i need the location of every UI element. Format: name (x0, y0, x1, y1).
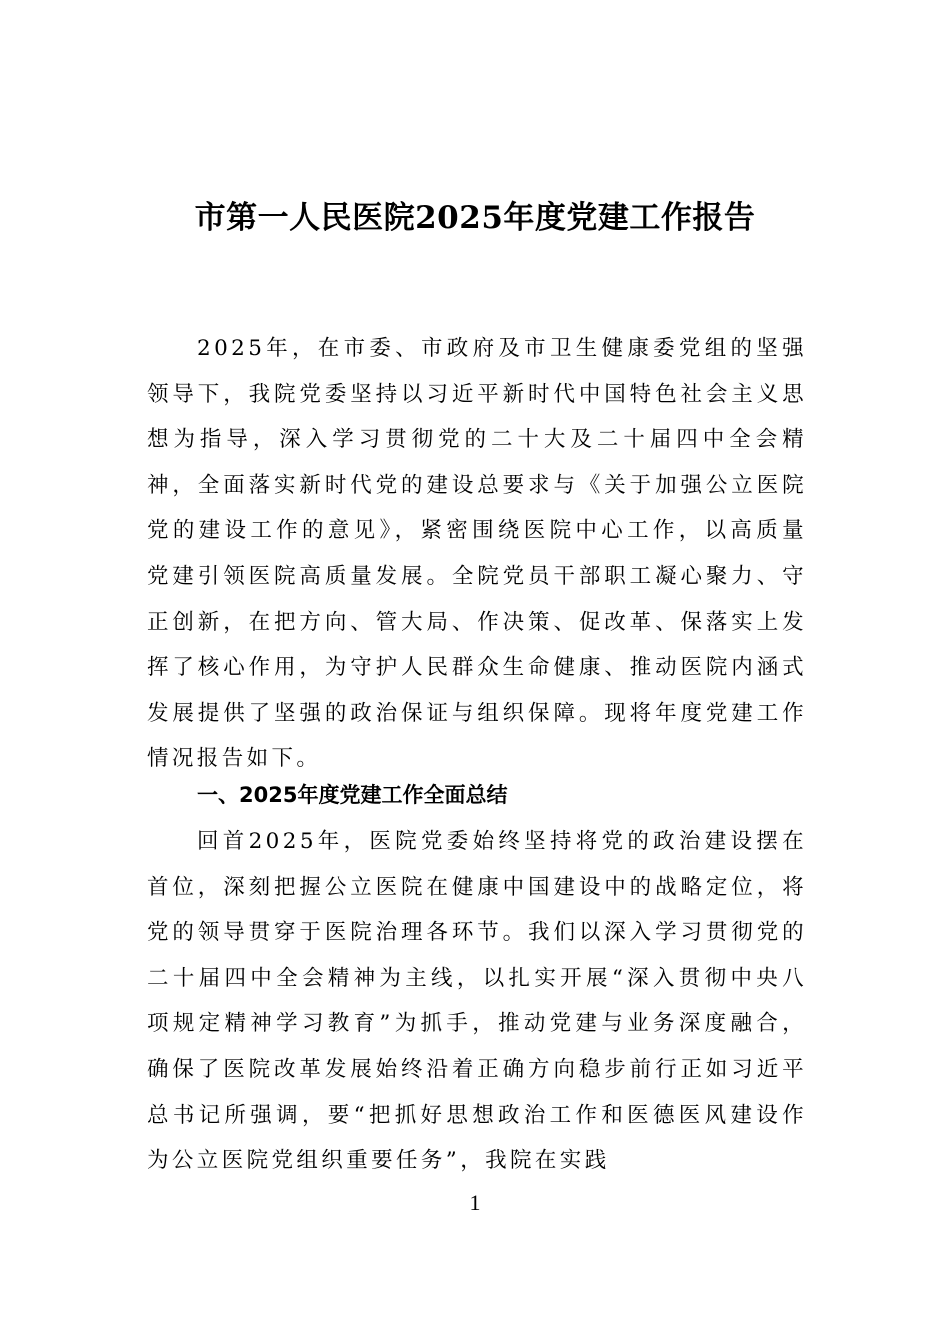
summary-paragraph: 回首2025年，医院党委始终坚持将党的政治建设摆在首位，深刻把握公立医院在健康中国建设中的战略定位，将党的领导贯穿于医院治理各环节。我们以深入学习贯彻党的二十届四中全会精神为主线，以扎实开展“深入贯彻中央八项规定精神学习教育”为抓手，推动党建与业务深度融合，确保了医院改革发展始终沿着正确方向稳步前行正如习近平总书记所强调，要“把抓好思想政治工作和医德医风建设作为公立医院党组织重要任务”，我院在实践 (147, 829, 807, 1174)
page-number: 1 (469, 1190, 481, 1215)
intro-paragraph: 2025年，在市委、市政府及市卫生健康委党组的坚强领导下，我院党委坚持以习近平新时代中国特色社会主义思想为指导，深入学习贯彻党的二十大及二十届四中全会精神，全面落实新时代党的建设总要求与《关于加强公立医院党的建设工作的意见》，紧密围绕医院中心工作，以高质量党建引领医院高质量发展。全院党员干部职工凝心聚力、守正创新，在把方向、管大局、作决策、促改革、保落实上发挥了核心作用，为守护人民群众生命健康、推动医院内涵式发展提供了坚强的政治保证与组织保障。现将年度党建工作情况报告如下。 (147, 336, 807, 772)
document-title: 市第一人民医院2025年度党建工作报告 (194, 200, 756, 236)
section-heading: 一、2025年度党建工作全面总结 (197, 783, 508, 807)
